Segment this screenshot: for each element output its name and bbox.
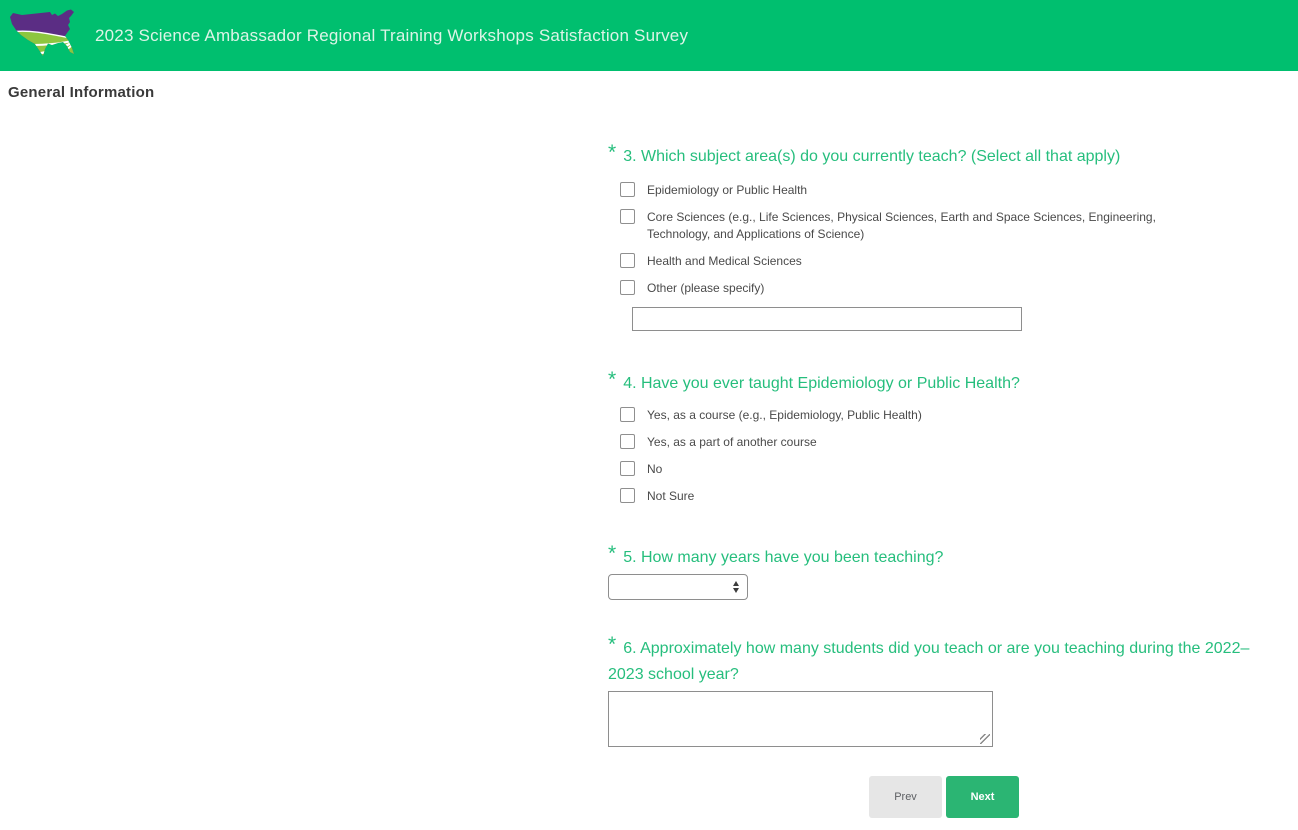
question-3-title (608, 141, 1280, 170)
section-title: General Information (8, 84, 155, 101)
science-ambassador-logo (8, 8, 82, 64)
q3-other-specify-input[interactable] (632, 307, 1022, 331)
q3-option-2-checkbox[interactable] (620, 253, 635, 268)
q4-option-row (608, 488, 1280, 505)
question-3-options (608, 182, 1280, 331)
required-asterisk: * (608, 633, 617, 656)
years-teaching-select-wrap (608, 574, 748, 600)
q4-option-1-checkbox[interactable] (620, 434, 635, 449)
q3-option-row (608, 182, 1280, 199)
question-4-title (608, 368, 1280, 397)
q3-option-0-checkbox[interactable] (620, 182, 635, 197)
question-5-title (608, 542, 1280, 571)
q4-option-2-checkbox[interactable] (620, 461, 635, 476)
survey-header (0, 0, 1298, 71)
question-6-text: 6. Approximately how many students did you teach or are you teaching during the 2022–2023 school year? (608, 640, 1250, 683)
q3-option-row (608, 209, 1280, 243)
q3-option-row (608, 280, 1280, 297)
q4-option-1-label[interactable]: Yes, as a part of another course (647, 435, 817, 449)
q4-option-3-checkbox[interactable] (620, 488, 635, 503)
q3-option-2-label[interactable]: Health and Medical Sciences (647, 254, 802, 268)
required-asterisk: * (608, 368, 617, 391)
survey-nav-buttons (608, 776, 1280, 818)
question-4-options (608, 407, 1280, 505)
q3-option-row (608, 253, 1280, 270)
survey-question-column (608, 130, 1280, 818)
q3-option-3-label[interactable]: Other (please specify) (647, 281, 765, 295)
question-3-text: 3. Which subject area(s) do you currently teach? (Select all that apply) (623, 148, 1121, 165)
required-asterisk: * (608, 141, 617, 164)
question-5-text: 5. How many years have you been teaching? (623, 549, 944, 566)
q3-option-1-label[interactable]: Core Sciences (e.g., Life Sciences, Physical Sciences, Earth and Space Sciences, Engineering, Technology, and Applications of Science) (647, 210, 1156, 241)
q4-option-0-checkbox[interactable] (620, 407, 635, 422)
q3-option-0-label[interactable]: Epidemiology or Public Health (647, 183, 808, 197)
q3-option-3-checkbox[interactable] (620, 280, 635, 295)
q4-option-0-label[interactable]: Yes, as a course (e.g., Epidemiology, Public Health) (647, 408, 922, 422)
q4-option-2-label[interactable]: No (647, 462, 663, 476)
next-button[interactable]: Next (946, 776, 1019, 818)
q4-option-row (608, 434, 1280, 451)
students-count-textarea[interactable] (608, 691, 993, 747)
prev-button[interactable]: Prev (869, 776, 942, 818)
survey-title: 2023 Science Ambassador Regional Training Workshops Satisfaction Survey (95, 25, 689, 45)
years-teaching-select[interactable] (608, 574, 748, 600)
q4-option-row (608, 407, 1280, 424)
q3-option-1-checkbox[interactable] (620, 209, 635, 224)
question-4-text: 4. Have you ever taught Epidemiology or Public Health? (623, 375, 1020, 392)
q4-option-row (608, 461, 1280, 478)
q4-option-3-label[interactable]: Not Sure (647, 489, 695, 503)
required-asterisk: * (608, 542, 617, 565)
question-6-title (608, 633, 1280, 688)
